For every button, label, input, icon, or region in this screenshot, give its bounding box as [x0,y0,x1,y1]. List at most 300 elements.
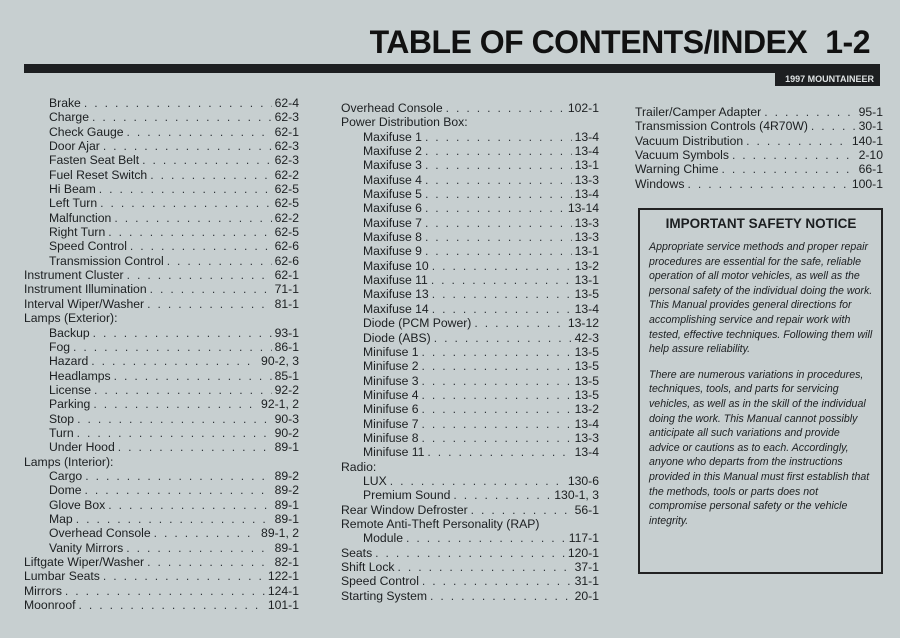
index-entry-label: Charge [49,110,89,125]
index-entry [341,560,599,574]
dot-leader [127,125,272,139]
index-entry-page: 89-1 [274,540,299,555]
dot-leader [811,119,856,133]
index-entry-page: 92-1, 2 [261,397,299,412]
safety-notice-paragraph: Appropriate service methods and proper repair procedures are essential for the safe, reliable operation of all motor vehicles, as well as the personal safety of the individual doing the work. This Manual provides general directions for accomplishing service and repair work with tested, effective techniques. Following them will help assure reliability. [649,241,873,356]
index-entry-page: 13-3 [574,430,599,445]
index-entry-page: 13-1 [574,158,599,173]
index-entry [24,297,299,311]
index-entry [24,483,299,497]
index-entry-label: Vacuum Symbols [635,148,729,163]
index-entry-page: 62-3 [274,139,299,154]
index-entry-label: Backup [49,325,90,340]
index-entry-page: 101-1 [267,598,299,613]
index-entry-label: Malfunction [49,210,112,225]
safety-notice-paragraph: There are numerous variations in procedures, techniques, tools, and parts for servicing vehicles, as well as in the skill of the individual doing the work. This Manual cannot possibly anticipate all such variations and provide advice or cautions as to each. Accordingly, anyone who departs from the instructions provided in this Manual must first establish that the methods, tools or parts does not compromise personal safety or the vehicle integrity. [649,368,870,527]
index-entry-label: Mirrors [24,583,62,598]
index-entry-label: Minifuse 11 [363,445,425,460]
index-entry-label: Instrument Illumination [24,282,147,297]
index-entry [341,144,599,158]
index-entry-page: 95-1 [858,105,883,119]
index-entry-label: Maxifuse 10 [363,258,429,273]
dot-leader [425,244,572,258]
index-entry [635,119,883,133]
index-entry-page: 89-2 [274,468,299,483]
dot-leader [91,354,258,368]
dot-leader [79,598,265,612]
index-entry [24,196,299,210]
index-entry [341,115,599,129]
index-entry-page: 130-6 [567,473,599,488]
index-entry-label: Vacuum Distribution [635,133,744,148]
index-entry [24,426,299,440]
dot-leader [99,182,272,196]
dot-leader [422,574,572,588]
dot-leader [474,316,564,330]
dot-leader [432,259,572,273]
index-entry [24,211,299,225]
index-entry-page: 62-1 [274,268,299,283]
index-entry [24,168,299,182]
index-entry-label: Maxifuse 6 [363,201,422,216]
dot-leader [108,498,271,512]
dot-leader [147,297,271,311]
index-entry-page: 13-5 [574,373,599,388]
dot-leader [406,531,566,545]
index-entry-page: 62-4 [274,96,299,110]
index-entry-label: Radio: [341,459,377,474]
dot-leader [73,340,272,354]
title-text: TABLE OF CONTENTS/INDEX [369,24,808,60]
index-entry [341,331,599,345]
index-entry [341,402,599,416]
dot-leader [687,177,848,191]
index-entry-page: 13-1 [574,273,599,288]
index-entry-label: Maxifuse 5 [363,187,422,202]
dot-leader [93,326,272,340]
index-entry [341,316,599,330]
index-column-3 [635,105,883,191]
index-entry [24,182,299,196]
index-entry-label: Lumbar Seats [24,569,100,584]
index-entry-page: 31-1 [574,574,599,589]
index-entry [341,359,599,373]
dot-leader [103,569,265,583]
index-entry-page: 100-1 [851,176,883,191]
index-entry [24,569,299,583]
index-entry [24,455,299,469]
index-entry-label: Maxifuse 9 [363,244,422,259]
model-badge: 1997 MOUNTAINEER [775,73,880,86]
header-rule [24,64,880,73]
dot-leader [126,541,271,555]
index-entry-page: 62-5 [274,196,299,211]
index-entry-label: Seats [341,545,373,560]
dot-leader [422,359,572,373]
index-entry-label: Fuel Reset Switch [49,167,148,182]
dot-leader [425,130,572,144]
index-entry-label: Minifuse 1 [363,344,419,359]
index-entry [341,302,599,316]
index-entry-page: 82-1 [274,555,299,569]
index-entry [341,101,599,115]
index-entry [341,474,599,488]
index-entry [24,311,299,325]
index-entry-label: Maxifuse 7 [363,215,422,230]
dot-leader [127,268,272,282]
index-entry-page: 13-4 [574,445,599,460]
dot-leader [85,469,271,483]
index-entry-label: Left Turn [49,196,98,211]
index-entry [341,417,599,431]
dot-leader [84,96,272,110]
index-entry-label: Check Gauge [49,124,124,139]
index-entry-page: 56-1 [574,502,599,517]
dot-leader [422,345,572,359]
index-entry-label: Minifuse 2 [363,359,419,374]
index-entry-label: Speed Control [341,574,419,589]
dot-leader [722,162,856,176]
index-entry [341,201,599,215]
index-entry-label: Cargo [49,468,83,483]
index-entry-page: 13-4 [574,144,599,159]
dot-leader [434,331,572,345]
dot-leader [422,402,572,416]
dot-leader [167,254,272,268]
index-entry-label: Hazard [49,354,89,369]
dot-leader [154,526,258,540]
index-entry-label: Instrument Cluster [24,268,124,283]
index-entry-label: Maxifuse 14 [363,301,429,316]
dot-leader [142,153,271,167]
index-entry-page: 13-2 [574,402,599,417]
index-entry-label: Map [49,511,73,526]
dot-leader [77,412,272,426]
dot-leader [422,417,572,431]
index-entry-label: Moonroof [24,598,76,613]
dot-leader [422,388,572,402]
index-entry [635,134,883,148]
index-entry [24,369,299,383]
index-entry [24,354,299,368]
index-entry-label: Power Distribution Box: [341,115,468,130]
index-entry-label: Minifuse 4 [363,387,419,402]
index-entry-label: Vanity Mirrors [49,540,124,555]
safety-notice-box [638,208,883,574]
dot-leader [130,239,272,253]
dot-leader [425,187,572,201]
dot-leader [92,110,272,124]
dot-leader [114,369,272,383]
index-entry-page: 62-3 [274,110,299,125]
index-entry-label: Diode (ABS) [363,330,431,345]
index-entry [341,488,599,502]
dot-leader [425,158,572,172]
index-entry-label: Maxifuse 3 [363,158,422,173]
index-entry [341,445,599,459]
index-entry [341,216,599,230]
dot-leader [425,216,572,230]
dot-leader [446,101,565,115]
index-entry [635,105,883,119]
index-entry-label: Trailer/Camper Adapter [635,105,762,119]
index-entry [635,177,883,191]
index-entry-page: 62-2 [274,167,299,182]
index-entry-label: LUX [363,473,387,488]
index-entry [24,598,299,612]
index-entry-label: Door Ajar [49,139,100,154]
dot-leader [103,139,272,153]
index-entry-page: 13-3 [574,230,599,245]
index-entry-page: 62-6 [274,253,299,268]
index-entry-label: Minifuse 3 [363,373,419,388]
dot-leader [430,589,572,603]
dot-leader [76,512,272,526]
dot-leader [114,211,271,225]
index-entry-page: 62-6 [274,239,299,254]
index-entry [341,374,599,388]
index-entry-label: Maxifuse 1 [363,129,422,144]
dot-leader [453,488,551,502]
index-entry [24,440,299,454]
index-entry-label: Minifuse 7 [363,416,419,431]
index-entry-page: 2-10 [858,148,883,163]
dot-leader [118,440,272,454]
index-entry [341,431,599,445]
index-entry [24,282,299,296]
index-entry-page: 13-3 [574,215,599,230]
index-entry-page: 140-1 [851,133,883,148]
index-entry-page: 13-1 [574,244,599,259]
index-entry [24,139,299,153]
index-entry-page: 13-12 [567,316,599,331]
index-entry-page: 86-1 [274,339,299,354]
index-entry-label: Maxifuse 4 [363,172,422,187]
index-entry-page: 89-1 [274,440,299,455]
index-entry-label: Starting System [341,588,428,603]
dot-leader [93,397,258,411]
index-entry-page: 93-1 [274,325,299,340]
index-entry-label: Maxifuse 11 [363,273,428,288]
index-entry [635,162,883,176]
index-entry-label: Headlamps [49,368,111,383]
index-entry-page: 30-1 [858,119,883,134]
index-entry-label: Speed Control [49,239,127,254]
index-entry-page: 102-1 [567,101,599,115]
index-entry-page: 124-1 [267,583,299,598]
dot-leader [108,225,271,239]
index-entry-label: Fog [49,339,71,354]
index-entry-label: Transmission Controls (4R70W) [635,119,808,134]
index-entry-page: 20-1 [574,588,599,603]
index-entry-label: Parking [49,397,91,412]
dot-leader [390,474,565,488]
index-entry-label: Maxifuse 2 [363,144,422,159]
index-entry-label: Warning Chime [635,162,719,177]
index-entry-page: 13-5 [574,344,599,359]
index-entry [24,526,299,540]
index-entry-label: Lamps (Exterior): [24,311,118,326]
dot-leader [427,445,571,459]
index-entry-page: 117-1 [568,531,599,546]
dot-leader [732,148,856,162]
index-entry-label: Shift Lock [341,560,395,574]
index-entry [24,110,299,124]
index-entry [341,287,599,301]
index-entry [24,239,299,253]
index-entry [341,345,599,359]
index-entry [341,517,599,531]
index-entry [341,531,599,545]
index-entry-label: Glove Box [49,497,106,512]
index-column-1 [24,96,299,612]
dot-leader [94,383,272,397]
index-entry-label: Minifuse 6 [363,402,419,417]
index-entry [341,273,599,287]
index-entry [24,498,299,512]
index-entry-page: 90-2 [274,425,299,440]
safety-notice-heading: IMPORTANT SAFETY NOTICE [665,216,857,231]
index-entry-label: Turn [49,425,74,440]
index-entry [24,469,299,483]
index-entry-page: 62-2 [274,210,299,225]
index-entry-label: Minifuse 8 [363,430,419,445]
index-entry-page: 92-2 [274,382,299,397]
dot-leader [432,302,572,316]
index-entry-label: Maxifuse 13 [363,287,429,302]
index-entry [24,412,299,426]
index-entry-page: 13-14 [567,201,599,216]
index-entry-page: 122-1 [267,569,299,584]
index-entry-page: 85-1 [274,368,299,383]
index-entry [341,187,599,201]
index-entry [341,230,599,244]
index-entry [341,546,599,560]
index-entry-page: 13-5 [574,359,599,374]
index-entry [341,173,599,187]
index-entry [341,259,599,273]
index-entry-page: 13-4 [574,301,599,316]
dot-leader [425,144,572,158]
index-entry-page: 89-1, 2 [261,526,299,541]
index-entry-page: 66-1 [858,162,883,177]
dot-leader [65,584,265,598]
index-entry [24,268,299,282]
dot-leader [375,546,565,560]
index-entry-label: Under Hood [49,440,115,455]
index-entry [24,555,299,569]
index-entry-page: 90-2, 3 [261,354,299,369]
dot-leader [432,287,572,301]
index-entry [341,460,599,474]
index-entry [341,158,599,172]
index-entry-page: 89-1 [274,511,299,526]
index-entry-page: 13-4 [574,129,599,144]
index-entry-page: 13-4 [574,416,599,431]
index-entry-page: 81-1 [274,296,299,311]
index-entry [341,130,599,144]
index-entry [635,148,883,162]
dot-leader [85,483,272,497]
index-entry-page: 62-1 [274,124,299,139]
index-entry-page: 62-3 [274,153,299,168]
index-entry-label: Remote Anti-Theft Personality (RAP) [341,516,540,531]
dot-leader [471,503,572,517]
dot-leader [150,168,271,182]
index-entry [341,574,599,588]
dot-leader [77,426,272,440]
dot-leader [425,230,572,244]
index-entry [24,383,299,397]
index-entry [24,254,299,268]
index-entry-label: Fasten Seat Belt [49,153,140,168]
index-entry-page: 71-1 [274,282,299,297]
dot-leader [422,374,572,388]
index-entry [341,589,599,603]
index-entry [24,512,299,526]
index-entry-page: 13-5 [574,387,599,402]
index-entry-label: Liftgate Wiper/Washer [24,555,145,569]
index-entry-label: Windows [635,176,685,191]
index-column-2 [341,101,599,603]
index-entry [24,340,299,354]
index-entry-label: Interval Wiper/Washer [24,296,145,311]
index-entry-page: 62-5 [274,182,299,197]
index-entry [341,244,599,258]
page-number: 1-2 [825,24,870,60]
dot-leader [425,173,572,187]
index-entry-label: Rear Window Defroster [341,502,468,517]
dot-leader [147,555,271,569]
index-entry-page: 90-3 [274,411,299,426]
index-entry-label: Right Turn [49,225,106,240]
page-title [370,24,870,61]
index-entry-page: 62-5 [274,225,299,240]
index-entry-label: Transmission Control [49,253,164,268]
index-entry-label: Overhead Console [49,526,151,541]
index-entry-label: Dome [49,483,82,498]
index-entry-label: License [49,382,92,397]
index-entry [24,397,299,411]
index-entry-label: Hi Beam [49,182,96,197]
index-entry [24,153,299,167]
index-entry-label: Maxifuse 8 [363,230,422,245]
dot-leader [746,134,849,148]
index-entry-page: 13-2 [574,258,599,273]
index-entry-label: Lamps (Interior): [24,454,114,469]
index-entry-page: 89-2 [274,483,299,498]
dot-leader [764,105,855,119]
index-entry-page: 120-1 [567,545,599,560]
index-entry-label: Stop [49,411,75,426]
dot-leader [425,201,565,215]
index-entry-label: Diode (PCM Power) [363,316,472,331]
index-entry [24,584,299,598]
dot-leader [431,273,572,287]
index-entry-label: Brake [49,96,81,110]
dot-leader [150,282,272,296]
index-entry-page: 37-1 [574,560,599,574]
index-entry-label: Overhead Console [341,101,443,115]
index-entry [24,96,299,110]
index-entry [24,326,299,340]
dot-leader [398,560,572,574]
dot-leader [100,196,271,210]
index-entry-label: Module [363,531,403,546]
index-entry-label: Premium Sound [363,488,451,503]
index-entry-page: 13-5 [574,287,599,302]
index-entry-page: 13-4 [574,187,599,202]
